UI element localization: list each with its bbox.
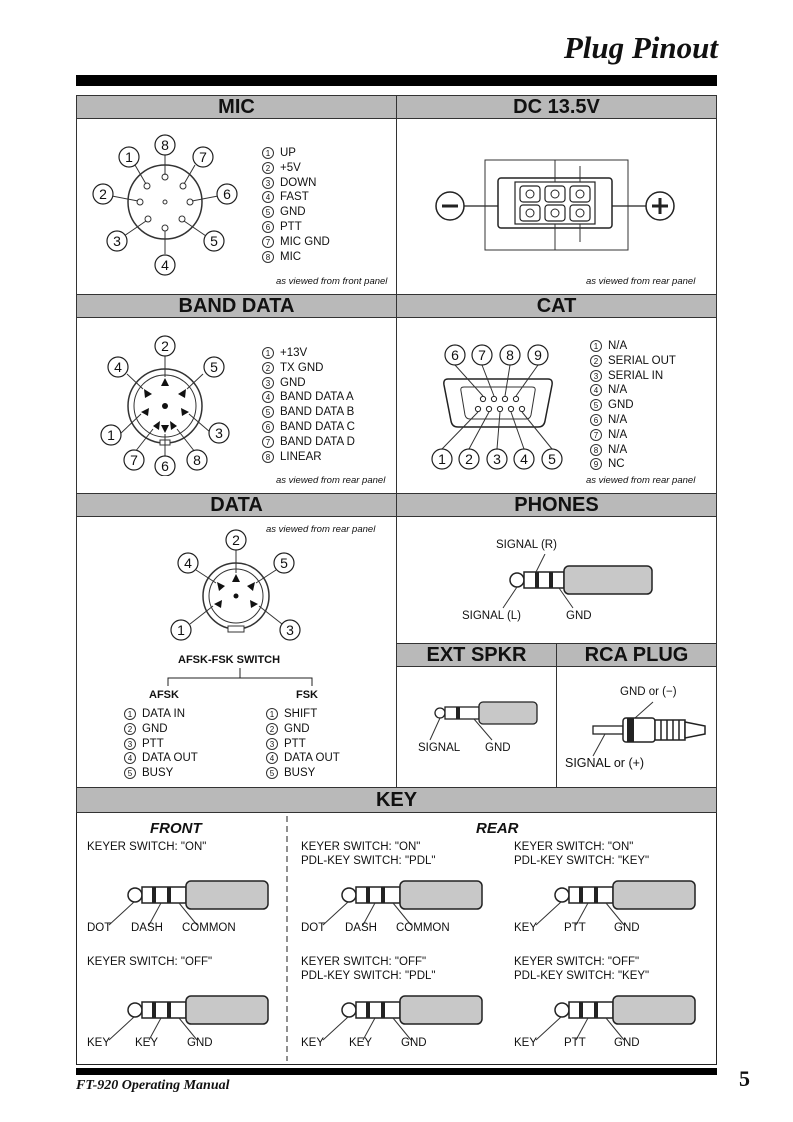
list-item: 2 GND xyxy=(266,722,340,737)
list-item: 7 MIC GND xyxy=(262,235,330,250)
key-plug-front-off xyxy=(87,956,287,1056)
key-plug-rear-off-key xyxy=(514,956,714,1056)
switch-bracket xyxy=(160,668,320,688)
band-data-header: BAND DATA xyxy=(76,294,397,318)
mic-header: MIC xyxy=(76,95,397,119)
key-plug-label: GND xyxy=(187,1037,213,1049)
key-plug-label: KEY xyxy=(87,1037,111,1049)
key-plug-diagram xyxy=(514,875,714,927)
rca-signal-label: SIGNAL or (+) xyxy=(565,756,645,770)
list-item: 3 SERIAL IN xyxy=(590,369,676,384)
dc-header: DC 13.5V xyxy=(396,95,717,119)
band-data-connector-diagram xyxy=(97,334,237,476)
cat-view-note: as viewed from rear panel xyxy=(586,475,696,486)
key-plug-label: COMMON xyxy=(182,922,236,934)
list-item: 2 SERIAL OUT xyxy=(590,354,676,369)
list-item: 1 +13V xyxy=(262,346,355,361)
key-plug-label: PTT xyxy=(564,922,586,934)
footer-manual-title: FT-920 Operating Manual xyxy=(76,1078,230,1093)
list-item: 4 DATA OUT xyxy=(266,751,340,766)
svg-text:2: 2 xyxy=(99,186,107,202)
key-plug-diagram xyxy=(87,990,287,1042)
svg-text:2: 2 xyxy=(465,451,473,467)
pdl-key-switch-label: PDL-KEY SWITCH: "KEY" xyxy=(514,970,650,982)
list-item: 8 MIC xyxy=(262,250,330,265)
svg-text:6: 6 xyxy=(223,186,231,202)
list-item: 7 N/A xyxy=(590,428,676,443)
key-plug-rear-off-pdl xyxy=(301,956,501,1056)
list-item: 5 BUSY xyxy=(266,766,340,781)
key-plug-label: DOT xyxy=(87,922,112,934)
list-item: 1 UP xyxy=(262,146,330,161)
pdl-key-switch-label: PDL-KEY SWITCH: "PDL" xyxy=(301,970,436,982)
svg-text:7: 7 xyxy=(199,149,207,165)
key-plug-label: DOT xyxy=(301,922,326,934)
key-front-title: FRONT xyxy=(150,820,202,837)
svg-text:1: 1 xyxy=(125,149,133,165)
key-plug-label: KEY xyxy=(514,1037,538,1049)
phones-plug-diagram xyxy=(455,554,660,610)
key-plug-label: GND xyxy=(401,1037,427,1049)
svg-text:5: 5 xyxy=(280,555,288,571)
ext-spkr-header: EXT SPKR xyxy=(396,643,557,667)
band-data-pin-list xyxy=(262,346,355,464)
phones-gnd-label: GND xyxy=(566,610,592,622)
key-plug-label: DASH xyxy=(131,922,163,934)
svg-text:6: 6 xyxy=(161,458,169,474)
svg-text:8: 8 xyxy=(161,137,169,153)
key-rear-title: REAR xyxy=(476,820,519,837)
key-plug-label: KEY xyxy=(135,1037,159,1049)
keyer-switch-label: KEYER SWITCH: "ON" xyxy=(301,841,421,853)
key-plug-label: GND xyxy=(614,1037,640,1049)
band-data-view-note: as viewed from rear panel xyxy=(276,475,386,486)
svg-text:8: 8 xyxy=(506,347,514,363)
list-item: 5 BAND DATA B xyxy=(262,405,355,420)
svg-text:1: 1 xyxy=(438,451,446,467)
rca-plug-header: RCA PLUG xyxy=(556,643,717,667)
svg-text:3: 3 xyxy=(215,425,223,441)
key-plug-diagram xyxy=(301,875,501,927)
key-plug-label: COMMON xyxy=(396,922,450,934)
phones-header: PHONES xyxy=(396,493,717,517)
svg-text:4: 4 xyxy=(161,257,169,273)
svg-text:5: 5 xyxy=(548,451,556,467)
list-item: 9 NC xyxy=(590,457,676,472)
list-item: 3 GND xyxy=(262,376,355,391)
svg-text:3: 3 xyxy=(113,233,121,249)
top-rule xyxy=(76,75,717,86)
list-item: 7 BAND DATA D xyxy=(262,435,355,450)
list-item: 2 TX GND xyxy=(262,361,355,376)
list-item: 6 PTT xyxy=(262,220,330,235)
key-plug-diagram xyxy=(87,875,287,927)
list-item: 5 GND xyxy=(590,398,676,413)
pdl-key-switch-label: PDL-KEY SWITCH: "PDL" xyxy=(301,855,436,867)
bottom-rule xyxy=(76,1068,717,1075)
key-plug-label: KEY xyxy=(301,1037,325,1049)
phones-signal-r-label: SIGNAL (R) xyxy=(496,539,557,551)
list-item: 3 PTT xyxy=(124,737,198,752)
keyer-switch-label: KEYER SWITCH: "OFF" xyxy=(514,956,640,968)
svg-text:5: 5 xyxy=(210,233,218,249)
key-plug-diagram xyxy=(301,990,501,1042)
ext-spkr-gnd-label: GND xyxy=(485,742,511,754)
key-plug-diagram xyxy=(514,990,714,1042)
list-item: 4 FAST xyxy=(262,190,330,205)
list-item: 1 DATA IN xyxy=(124,707,198,722)
keyer-switch-label: KEYER SWITCH: "ON" xyxy=(87,841,207,853)
fsk-title: FSK xyxy=(296,689,318,701)
list-item: 2 GND xyxy=(124,722,198,737)
afsk-pin-list xyxy=(124,707,198,781)
svg-text:1: 1 xyxy=(177,622,185,638)
key-plug-label: GND xyxy=(614,922,640,934)
svg-text:5: 5 xyxy=(210,359,218,375)
cat-pin-list xyxy=(590,339,676,472)
svg-text:8: 8 xyxy=(193,452,201,468)
svg-text:4: 4 xyxy=(114,359,122,375)
cat-connector-diagram xyxy=(428,343,568,473)
svg-text:2: 2 xyxy=(161,338,169,354)
keyer-switch-label: KEYER SWITCH: "ON" xyxy=(514,841,634,853)
key-plug-rear-on-key xyxy=(514,841,714,941)
list-item: 3 DOWN xyxy=(262,176,330,191)
afsk-fsk-switch-label: AFSK-FSK SWITCH xyxy=(178,654,281,666)
mic-pin-list xyxy=(262,146,330,264)
key-header: KEY xyxy=(76,787,717,813)
svg-text:7: 7 xyxy=(478,347,486,363)
cat-header: CAT xyxy=(396,294,717,318)
data-header: DATA xyxy=(76,493,397,517)
svg-text:9: 9 xyxy=(534,347,542,363)
list-item: 5 BUSY xyxy=(124,766,198,781)
list-item: 6 N/A xyxy=(590,413,676,428)
phones-signal-l-label: SIGNAL (L) xyxy=(462,610,522,622)
list-item: 4 DATA OUT xyxy=(124,751,198,766)
list-item: 4 BAND DATA A xyxy=(262,390,355,405)
data-connector-diagram xyxy=(168,528,308,648)
svg-text:2: 2 xyxy=(232,532,240,548)
svg-text:7: 7 xyxy=(130,452,138,468)
mic-view-note: as viewed from front panel xyxy=(276,276,388,287)
dc-view-note: as viewed from rear panel xyxy=(586,276,696,287)
key-plug-label: KEY xyxy=(349,1037,373,1049)
fsk-pin-list xyxy=(266,707,340,781)
pdl-key-switch-label: PDL-KEY SWITCH: "KEY" xyxy=(514,855,650,867)
list-item: 2 +5V xyxy=(262,161,330,176)
key-plug-label: DASH xyxy=(345,922,377,934)
key-plug-front-on xyxy=(87,841,287,941)
mic-connector-diagram xyxy=(90,132,250,282)
svg-text:1: 1 xyxy=(107,427,115,443)
list-item: 1 SHIFT xyxy=(266,707,340,722)
key-plug-label: PTT xyxy=(564,1037,586,1049)
dc-connector-diagram xyxy=(430,158,682,254)
page-number: 5 xyxy=(739,1066,750,1091)
list-item: 6 BAND DATA C xyxy=(262,420,355,435)
ext-spkr-plug-diagram xyxy=(418,698,548,742)
keyer-switch-label: KEYER SWITCH: "OFF" xyxy=(301,956,427,968)
svg-text:6: 6 xyxy=(451,347,459,363)
svg-text:4: 4 xyxy=(520,451,528,467)
svg-text:3: 3 xyxy=(493,451,501,467)
afsk-title: AFSK xyxy=(149,689,179,701)
list-item: 8 LINEAR xyxy=(262,450,355,465)
list-item: 1 N/A xyxy=(590,339,676,354)
list-item: 4 N/A xyxy=(590,383,676,398)
rca-gnd-label: GND or (−) xyxy=(620,686,677,698)
list-item: 8 N/A xyxy=(590,443,676,458)
list-item: 5 GND xyxy=(262,205,330,220)
data-view-note: as viewed from rear panel xyxy=(266,524,376,535)
keyer-switch-label: KEYER SWITCH: "OFF" xyxy=(87,956,213,968)
key-plug-rear-on-pdl xyxy=(301,841,501,941)
list-item: 3 PTT xyxy=(266,737,340,752)
svg-text:3: 3 xyxy=(286,622,294,638)
page-title: Plug Pinout xyxy=(563,30,718,65)
svg-text:4: 4 xyxy=(184,555,192,571)
key-plug-label: KEY xyxy=(514,922,538,934)
ext-spkr-signal-label: SIGNAL xyxy=(418,742,461,754)
rca-plug-diagram xyxy=(565,700,715,758)
